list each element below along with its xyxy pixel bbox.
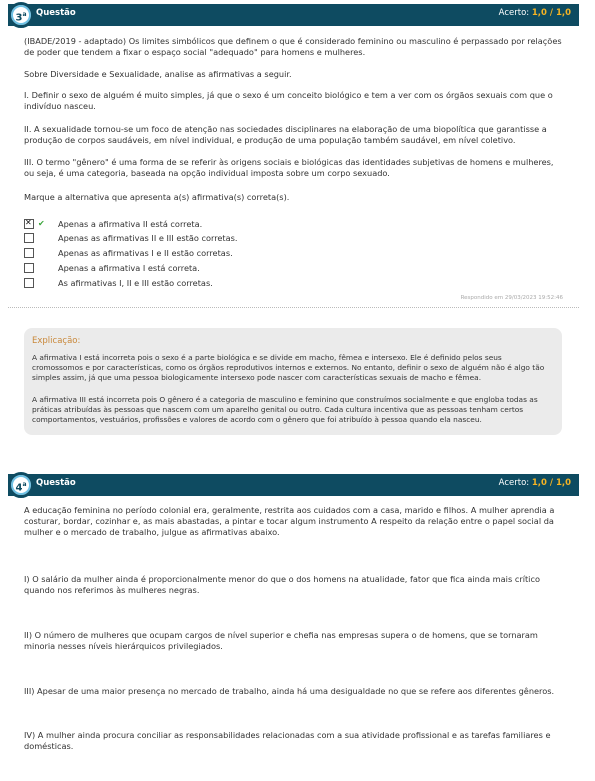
question-4-statement: A educação feminina no período colonial era, geralmente, restrita aos cuidados com a casa, marido e filhos. A mulher aprendia a costurar, bordar, cozinhar e, as mais abastadas, a pintar e tocar algum instrumento A respeito da relação entre o papel social da mulher e o mercado de trabalho, julgue as afirmativas abaixo. bbox=[24, 505, 555, 537]
checkbox[interactable] bbox=[24, 278, 34, 288]
question-3-statement: (IBADE/2019 - adaptado) Os limites simbólicos que definem o que é considerado feminino ou masculino é perpassado por relações de poder que tendem a fixar o espaço social "adequado" para homens e mulheres. bbox=[24, 36, 562, 57]
question-3-item-1: I. Definir o sexo de alguém é muito simples, já que o sexo é um conceito biológico e tem a ver com os órgãos sexuais com que o indivíduo nasceu. bbox=[24, 90, 553, 111]
question-3-prompt: Marque a alternativa que apresenta a(s) afirmativa(s) correta(s). bbox=[24, 192, 290, 202]
checkbox[interactable] bbox=[24, 263, 34, 273]
option-e[interactable]: As afirmativas I, II e III estão corretas. bbox=[24, 277, 38, 289]
checkbox[interactable] bbox=[24, 233, 34, 243]
question-4-acerto: Acerto: 1,0 / 1,0 bbox=[498, 478, 571, 488]
explanation-paragraph-1: A afirmativa I está incorreta pois o sexo é a parte biológica e se divide em macho, fêmea e intersexo. Ele é definido pelos seus cromossomos e por características, como os órgãos reprodutivos internos e externos. No entanto, definir o sexo de alguém não é algo tão simples assim, já que uma pessoa biologicamente intersexo pode nascer com características sexuais de macho e fêmea. bbox=[32, 353, 545, 382]
check-icon: ✔ bbox=[38, 219, 45, 228]
option-d[interactable]: Apenas a afirmativa I está correta. bbox=[24, 262, 38, 274]
checkbox[interactable] bbox=[24, 248, 34, 258]
question-3-item-2: II. A sexualidade tornou-se um foco de atenção nas sociedades disciplinares na elaboração de uma biopolítica que garantisse a produção de corpos saudáveis, em nível individual, e produção de uma população também saudável, em nível coletivo. bbox=[24, 124, 547, 145]
question-3-number-badge: 3$^a$ bbox=[8, 2, 34, 28]
divider bbox=[8, 307, 579, 308]
option-b[interactable]: Apenas as afirmativas II e III estão corretas. bbox=[24, 232, 38, 244]
question-3-title: Questão bbox=[36, 8, 76, 18]
option-c[interactable]: Apenas as afirmativas I e II estão corretas. bbox=[24, 247, 38, 259]
option-a[interactable]: ✕✔ Apenas a afirmativa II está correta. bbox=[24, 218, 46, 230]
x-checkbox-icon[interactable] bbox=[24, 219, 34, 229]
question-3-header bbox=[8, 4, 579, 26]
explanation-box bbox=[24, 328, 562, 435]
question-4-number-badge: 4$^a$ bbox=[8, 472, 34, 498]
explanation-heading: Explicação: bbox=[32, 336, 81, 346]
question-3-item-3: III. O termo "gênero" é uma forma de se referir às origens sociais e biológicas das identidades subjetivas de homens e mulheres, ou seja, é uma categoria, baseada na opção individual imposta sobre um corpo sexuado. bbox=[24, 157, 554, 178]
answered-timestamp: Respondido em 29/03/2023 19:52:46 bbox=[460, 295, 563, 301]
question-4-item-3: III) Apesar de uma maior presença no mercado de trabalho, ainda há uma desigualdade no que se refere aos diferentes gêneros. bbox=[24, 686, 555, 696]
question-3-intro: Sobre Diversidade e Sexualidade, analise as afirmativas a seguir. bbox=[24, 69, 292, 79]
question-4-item-2: II) O número de mulheres que ocupam cargos de nível superior e chefia nas empresas supera o de homens, que se tornaram minoria nesses níveis hierárquicos privilegiados. bbox=[24, 630, 538, 651]
question-4-item-1: I) O salário da mulher ainda é proporcionalmente menor do que o dos homens na atualidade, fator que fica ainda mais crítico quando nos referimos às mulheres negras. bbox=[24, 574, 540, 595]
explanation-paragraph-2: A afirmativa III está incorreta pois O gênero é a categoria de masculino e feminino que construímos socialmente e que engloba todas as práticas atribuídas às pessoas que nascem com um aparelho genital ou outro. Cada cultura incentiva que as pessoas tenham certos comportamentos, vestuários, profissões e valores de acordo com o gênero que foi atribuído à pessoa quando ela nasceu. bbox=[32, 395, 538, 424]
question-4-item-4: IV) A mulher ainda procura conciliar as responsabilidades relacionadas com a sua atividade profissional e as tarefas familiares e domésticas. bbox=[24, 730, 551, 751]
question-3-acerto: Acerto: 1,0 / 1,0 bbox=[498, 8, 571, 18]
question-4-header bbox=[8, 474, 579, 496]
question-4-title: Questão bbox=[36, 478, 76, 488]
